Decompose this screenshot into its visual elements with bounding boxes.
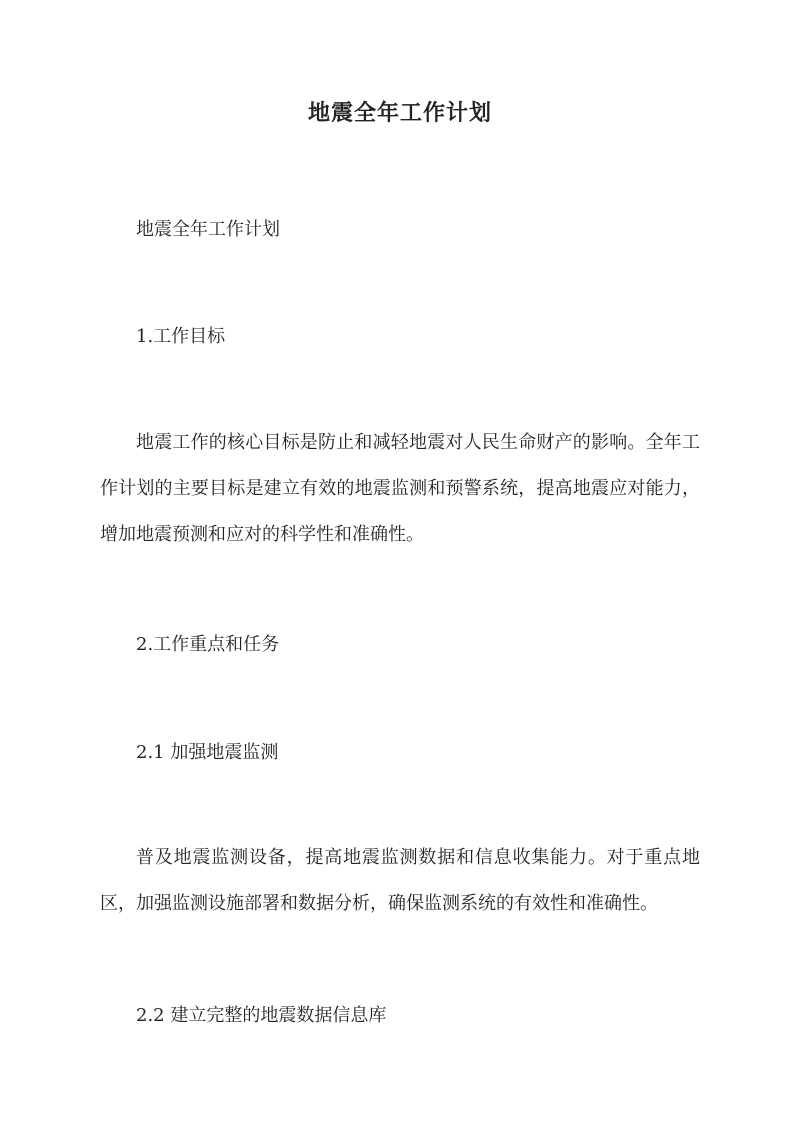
heading-strengthen-monitoring: 2.1 加强地震监测 <box>136 742 279 763</box>
heading-work-goals: 1.工作目标 <box>136 326 226 347</box>
paragraph-work-goals: 地震工作的核心目标是防止和减轻地震对人民生命财产的影响。全年工作计划的主要目标是建立有效的地震监测和预警系统，提高地震应对能力，增加地震预测和应对的科学性和准确性。 <box>100 432 700 545</box>
paragraph-strengthen-monitoring: 普及地震监测设备，提高地震监测数据和信息收集能力。对于重点地区，加强监测设施部署和数据分析，确保监测系统的有效性和准确性。 <box>100 847 700 914</box>
paragraph-subtitle: 地震全年工作计划 <box>136 219 280 240</box>
heading-work-focus: 2.工作重点和任务 <box>136 634 280 655</box>
heading-data-repository: 2.2 建立完整的地震数据信息库 <box>136 1005 387 1026</box>
document-title: 地震全年工作计划 <box>307 100 492 126</box>
